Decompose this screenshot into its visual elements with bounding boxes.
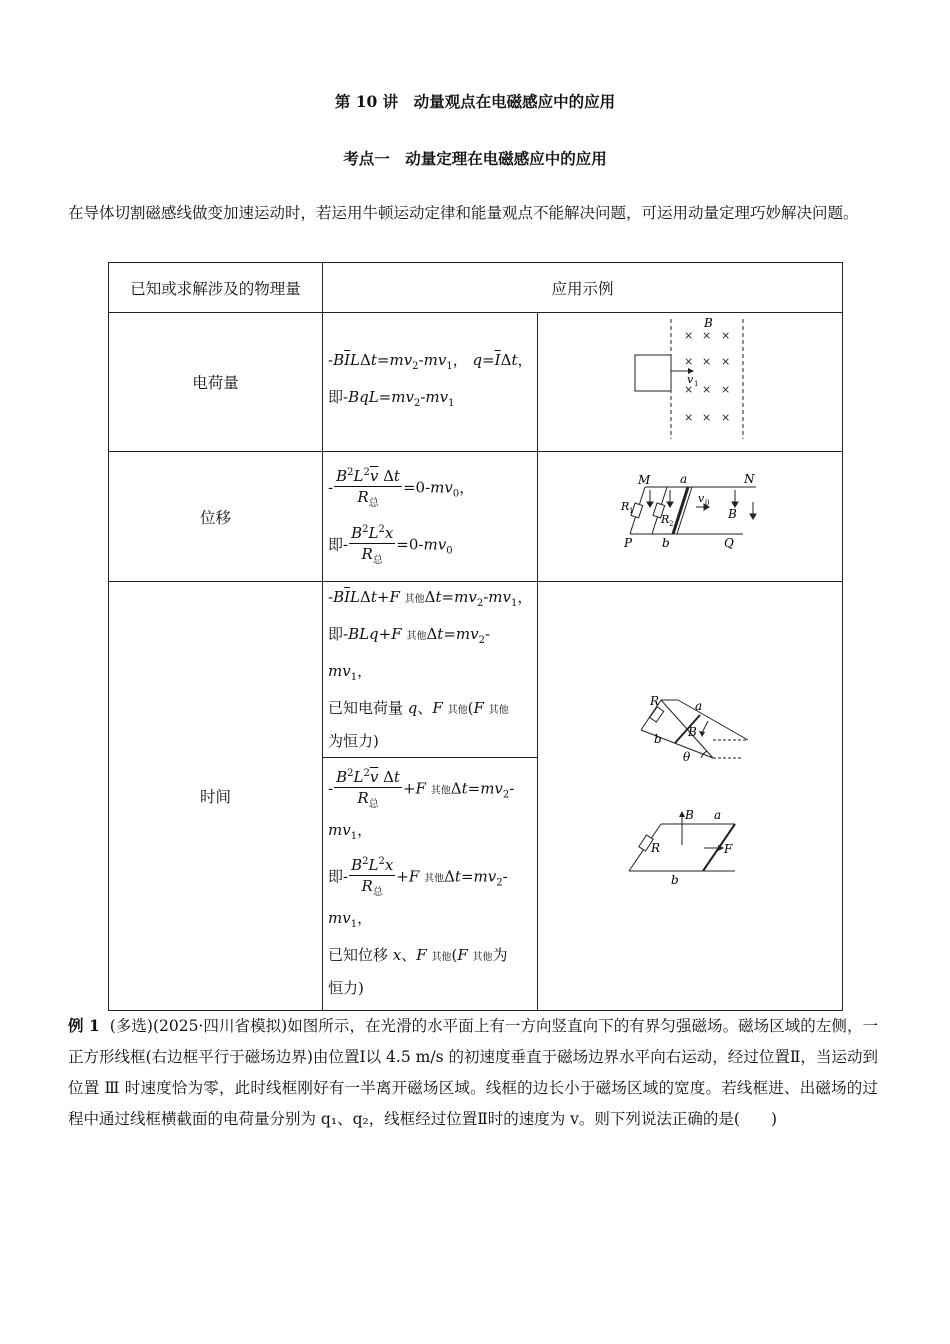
label-Q: Q <box>724 536 734 550</box>
label-N: N <box>744 472 755 486</box>
application-table <box>108 262 843 1011</box>
example-text: (多选)(2025·四川省模拟)如图所示，在光滑的水平面上有一方向竖直向下的有界匀强磁场。磁场区域的左侧，一正方形线框(右边框平行于磁场边界)由位置Ⅰ以 4.5 m/s 的初速度垂直于磁场边界水平向右运动，经过位置Ⅱ，当运动到位置 Ⅲ 时速度恰为零，此时线框刚好有一半离开磁场区域。线框的边长小于磁场区域的宽度。若线框进、出磁场的过程中通过线框横截面的电荷量分别为 q₁、q₂，线框经过位置Ⅱ时的速度为 v。则下列说法正确的是( ) <box>68 1017 878 1128</box>
flat-label-b: b <box>671 873 679 887</box>
flat-label-a: a <box>714 808 722 822</box>
label-v0-sub: 0 <box>705 499 710 507</box>
diagram-displacement-cell <box>538 452 843 582</box>
row-time-a <box>109 582 843 758</box>
label-B: B <box>728 507 737 521</box>
flat-label-F: F <box>724 842 733 856</box>
label-v0: v <box>698 492 705 505</box>
incline-label-B: B <box>688 725 697 739</box>
diagram-time-pair <box>538 593 841 995</box>
header-quantity: 已知或求解涉及的物理量 <box>109 263 323 313</box>
velocity-v1-label: v <box>687 373 694 386</box>
diagram-charge-cell <box>538 313 843 452</box>
svg-text:×: × <box>684 411 694 424</box>
svg-text:×: × <box>702 355 712 368</box>
incline-label-b: b <box>654 732 662 746</box>
svg-text:×: × <box>684 383 694 396</box>
label-R2: R <box>661 513 670 526</box>
diagram-flat-rails-force <box>629 808 735 887</box>
row-displacement <box>109 452 843 582</box>
svg-text:×: × <box>702 383 712 396</box>
label-P: P <box>624 536 633 550</box>
diagram-frame-entering-field <box>538 313 841 447</box>
label-R1-sub: 1 <box>629 507 634 515</box>
row-time-label: 时间 <box>109 582 323 1011</box>
diagram-rails-two-resistors <box>538 452 841 577</box>
svg-text:×: × <box>702 411 712 424</box>
svg-text:×: × <box>684 355 694 368</box>
diagram-time-cell <box>538 582 843 1011</box>
row-charge <box>109 313 843 452</box>
flat-label-B: B <box>685 808 694 822</box>
label-a: a <box>680 472 688 486</box>
example-tag: 例 1 <box>68 1016 100 1035</box>
lecture-title: 第 10 讲 动量观点在电磁感应中的应用 <box>334 92 616 111</box>
formula-time-displacement: - $\frac{B^2L^2\overline{v} \Delta t}{R_总}$ +F 其他$\Delta t=mv_2-$ $mv_1$， 即- $\frac{B^2L^2x}{R_总}$ +F 其他$\Delta t=mv_2-$ $mv_1$， 已知位移 x、F 其他(F 其他为 恒力) <box>323 758 538 1011</box>
incline-label-a: a <box>695 699 703 713</box>
row-displacement-label: 位移 <box>109 452 323 582</box>
label-b: b <box>662 536 670 550</box>
incline-label-theta: θ <box>683 750 691 764</box>
formula-displacement: - $\frac{B^2L^2\overline{v} \Delta t}{R_总}$ $=0-mv_0$， 即- $\frac{B^2L^2x}{R_总}$ $=0-mv_0$ <box>323 452 538 582</box>
intro-paragraph: 在导体切割磁感线做变加速运动时，若运用牛顿运动定律和能量观点不能解决问题，可运用动量定理巧妙解决问题。 <box>68 204 859 222</box>
diagram-incline-rails <box>641 694 748 764</box>
svg-text:×: × <box>721 411 731 424</box>
flat-label-R: R <box>651 841 661 855</box>
label-M: M <box>638 473 651 487</box>
row-charge-label: 电荷量 <box>109 313 323 452</box>
section-title: 考点一 动量定理在电磁感应中的应用 <box>343 149 607 168</box>
example-1 <box>68 1010 878 1135</box>
velocity-v1-sub: 1 <box>694 380 699 388</box>
label-R2-sub: 2 <box>669 520 674 528</box>
field-B-label: B <box>704 316 713 330</box>
svg-text:×: × <box>684 329 694 342</box>
label-R1: R <box>621 500 630 513</box>
table-header-row <box>109 263 843 313</box>
formula-time-charge: $-B\overline{I}L\Delta t+F$ 其他$\Delta t=mv_2-mv_1$， 即-BLq+F 其他$\Delta t=mv_2-mv_1$， 已知电荷量 q、F 其他(F 其他 为恒力) <box>323 582 538 758</box>
formula-charge: $-B\overline{I}L\Delta t=mv_2-mv_1$， $q=\overline{I}\Delta t$， 即$-BqL=mv_2-mv_1$ <box>323 313 538 452</box>
svg-text:×: × <box>721 383 731 396</box>
svg-text:×: × <box>702 329 712 342</box>
svg-text:×: × <box>721 329 731 342</box>
header-example: 应用示例 <box>323 263 843 313</box>
svg-text:×: × <box>721 355 731 368</box>
incline-label-R: R <box>650 694 660 708</box>
